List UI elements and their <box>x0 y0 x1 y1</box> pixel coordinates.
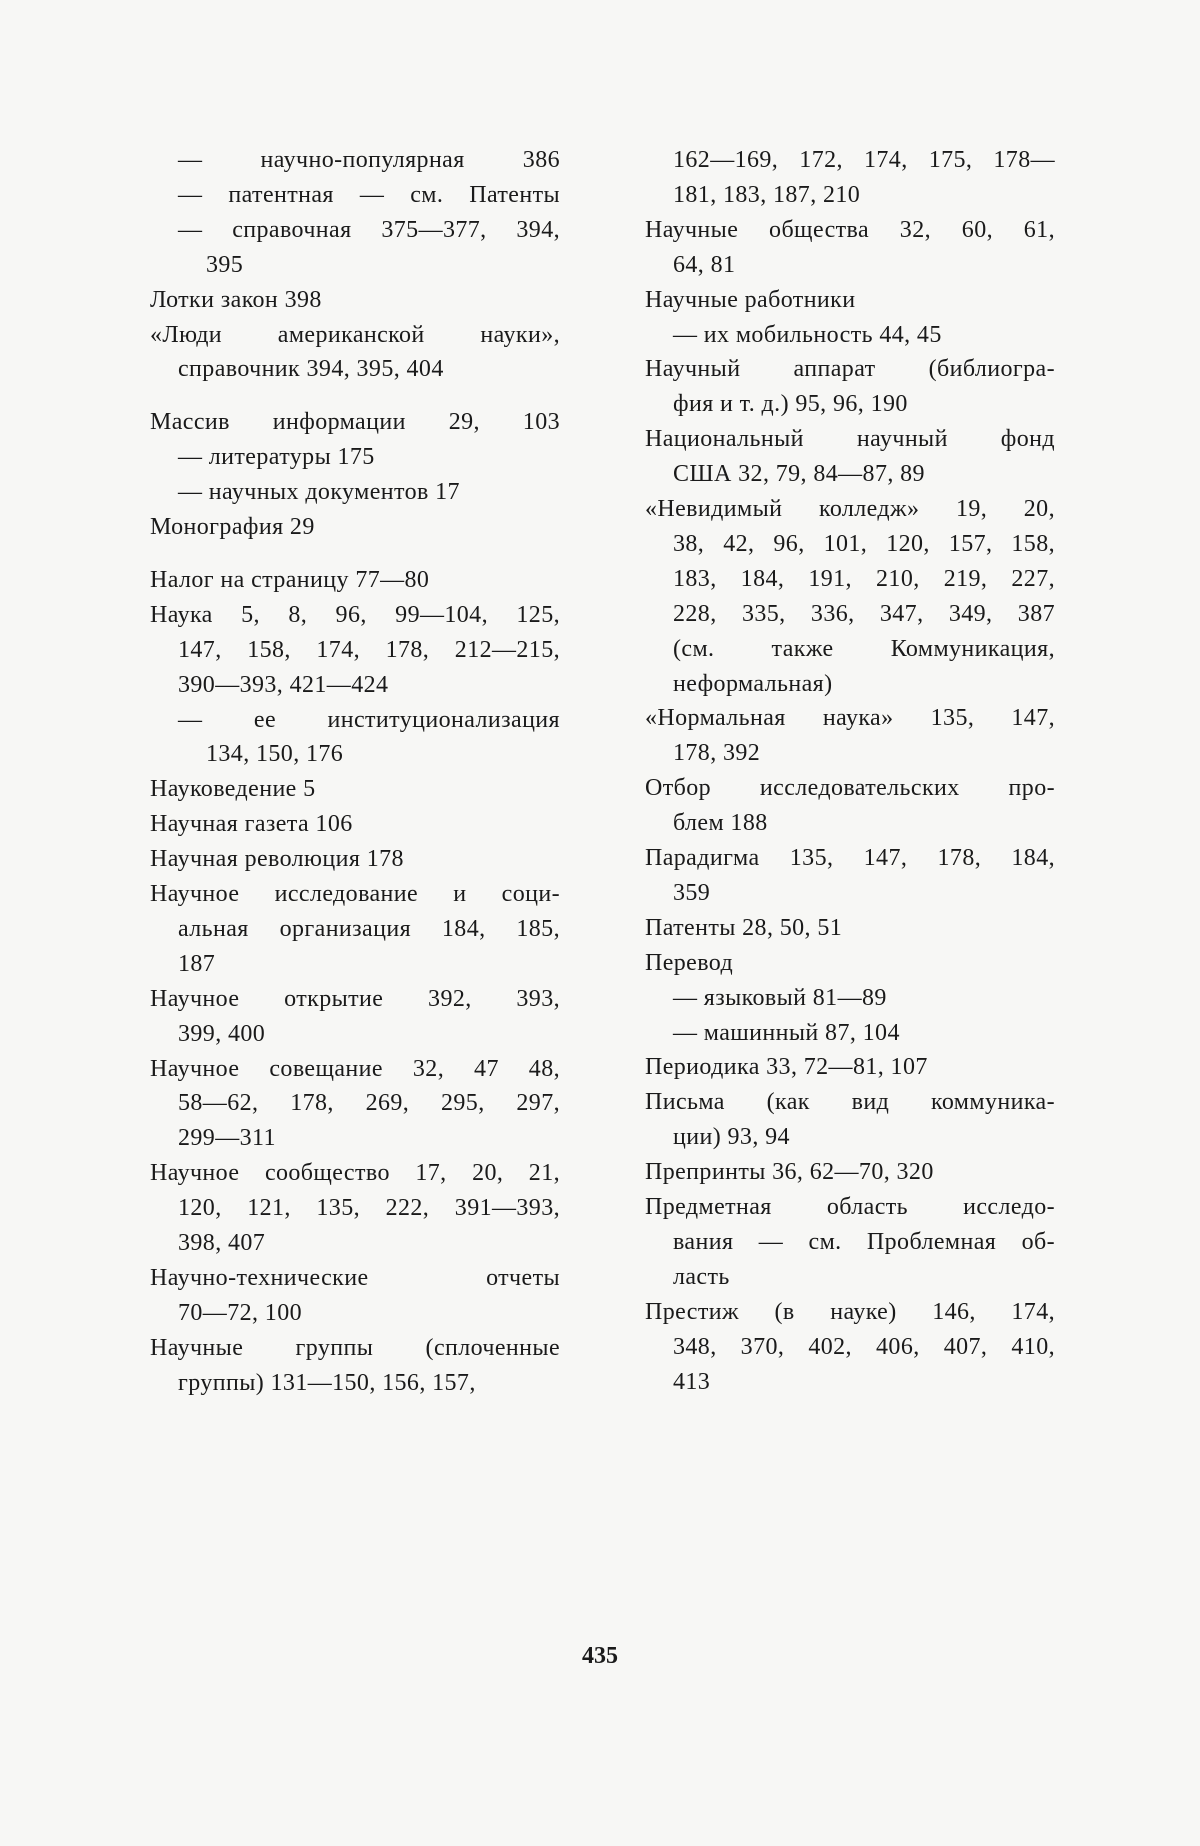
index-line: Национальный научный фонд <box>645 426 1055 453</box>
index-line: 348, 370, 402, 406, 407, 410, <box>673 1333 1055 1360</box>
index-line: 399, 400 <box>178 1020 266 1047</box>
index-line: Массив информации 29, 103 <box>150 409 560 436</box>
index-line: 120, 121, 135, 222, 391—393, <box>178 1195 560 1222</box>
index-line: Научное совещание 32, 47 48, <box>150 1055 560 1082</box>
index-line: 183, 184, 191, 210, 219, 227, <box>673 565 1055 592</box>
index-line: 70—72, 100 <box>178 1299 302 1326</box>
index-line: Налог на страницу 77—80 <box>150 566 430 593</box>
index-line: — справочная 375—377, 394, <box>178 216 560 243</box>
index-line: ции) 93, 94 <box>673 1124 790 1151</box>
index-line: группы) 131—150, 156, 157, <box>178 1369 476 1396</box>
index-line: «Невидимый колледж» 19, 20, <box>645 496 1055 522</box>
index-line: 413 <box>673 1368 711 1395</box>
index-line: 178, 392 <box>673 740 761 767</box>
index-line: — языковый 81—89 <box>673 984 887 1011</box>
index-line: фия и т. д.) 95, 96, 190 <box>673 391 908 418</box>
index-line: 359 <box>673 879 711 906</box>
index-line: Научное сообщество 17, 20, 21, <box>150 1160 560 1187</box>
index-line: — патентная — см. Патенты <box>178 181 560 208</box>
index-line: Препринты 36, 62—70, 320 <box>645 1159 934 1186</box>
index-line: Научные группы (сплоченные <box>150 1334 560 1361</box>
index-line: 38, 42, 96, 101, 120, 157, 158, <box>673 530 1055 557</box>
index-line: 134, 150, 176 <box>206 741 344 768</box>
index-line: — машинный 87, 104 <box>673 1019 900 1046</box>
index-line: блем 188 <box>673 810 768 837</box>
index-line: Научная газета 106 <box>150 811 353 838</box>
index-line: «Нормальная наука» 135, 147, <box>645 705 1055 732</box>
index-line: 187 <box>178 950 216 977</box>
index-line: 398, 407 <box>178 1230 266 1256</box>
index-line: неформальная) <box>673 670 833 697</box>
index-line: «Люди американской науки», <box>150 321 560 348</box>
index-line: Научное исследование и соци- <box>150 881 560 907</box>
index-line: 147, 158, 174, 178, 212—215, <box>178 636 560 663</box>
index-line: Отбор исследовательских про- <box>645 775 1055 802</box>
index-line: Перевод <box>645 949 734 976</box>
index-line: Монография 29 <box>150 514 315 540</box>
index-line: ласть <box>673 1263 730 1290</box>
index-line: справочник 394, 395, 404 <box>178 356 444 383</box>
index-line: 64, 81 <box>673 251 736 278</box>
index-line: 58—62, 178, 269, 295, 297, <box>178 1090 560 1117</box>
index-line: Научно-технические отчеты <box>150 1264 560 1291</box>
index-line: Наука 5, 8, 96, 99—104, 125, <box>150 601 560 628</box>
index-line: Престиж (в науке) 146, 174, <box>645 1298 1055 1325</box>
index-line: Письма (как вид коммуника- <box>645 1089 1055 1116</box>
index-line: Периодика 33, 72—81, 107 <box>645 1054 928 1081</box>
index-line: вания — см. Проблемная об- <box>673 1228 1055 1255</box>
index-line: — их мобильность 44, 45 <box>673 321 942 348</box>
index-line: Научные работники <box>645 286 856 313</box>
page-number: 435 <box>582 1643 618 1669</box>
index-line: Науковедение 5 <box>150 776 316 803</box>
index-line: (см. также Коммуникация, <box>673 635 1055 662</box>
index-line: — научных документов 17 <box>178 479 460 506</box>
index-line: Научные общества 32, 60, 61, <box>645 216 1055 243</box>
index-line: Научное открытие 392, 393, <box>150 985 560 1012</box>
index-line: США 32, 79, 84—87, 89 <box>673 461 925 488</box>
index-line: 181, 183, 187, 210 <box>673 181 861 208</box>
index-line: Парадигма 135, 147, 178, 184, <box>645 845 1055 871</box>
index-line: Лотки закон 398 <box>150 286 322 313</box>
index-line: 228, 335, 336, 347, 349, 387 <box>673 600 1055 627</box>
index-line: Патенты 28, 50, 51 <box>645 914 843 941</box>
index-line: 390—393, 421—424 <box>178 671 389 698</box>
index-line: 299—311 <box>178 1125 276 1152</box>
index-line: 395 <box>206 251 244 278</box>
index-line: альная организация 184, 185, <box>178 915 560 942</box>
index-line: — научно-популярная 386 <box>178 147 560 173</box>
index-line: Научный аппарат (библиогра- <box>645 356 1055 383</box>
index-line: — литературы 175 <box>178 444 375 471</box>
index-line: Научная революция 178 <box>150 846 404 873</box>
index-line: — ее институционализация <box>178 706 560 733</box>
index-line: 162—169, 172, 174, 175, 178— <box>673 147 1055 173</box>
index-line: Предметная область исследо- <box>645 1194 1055 1220</box>
